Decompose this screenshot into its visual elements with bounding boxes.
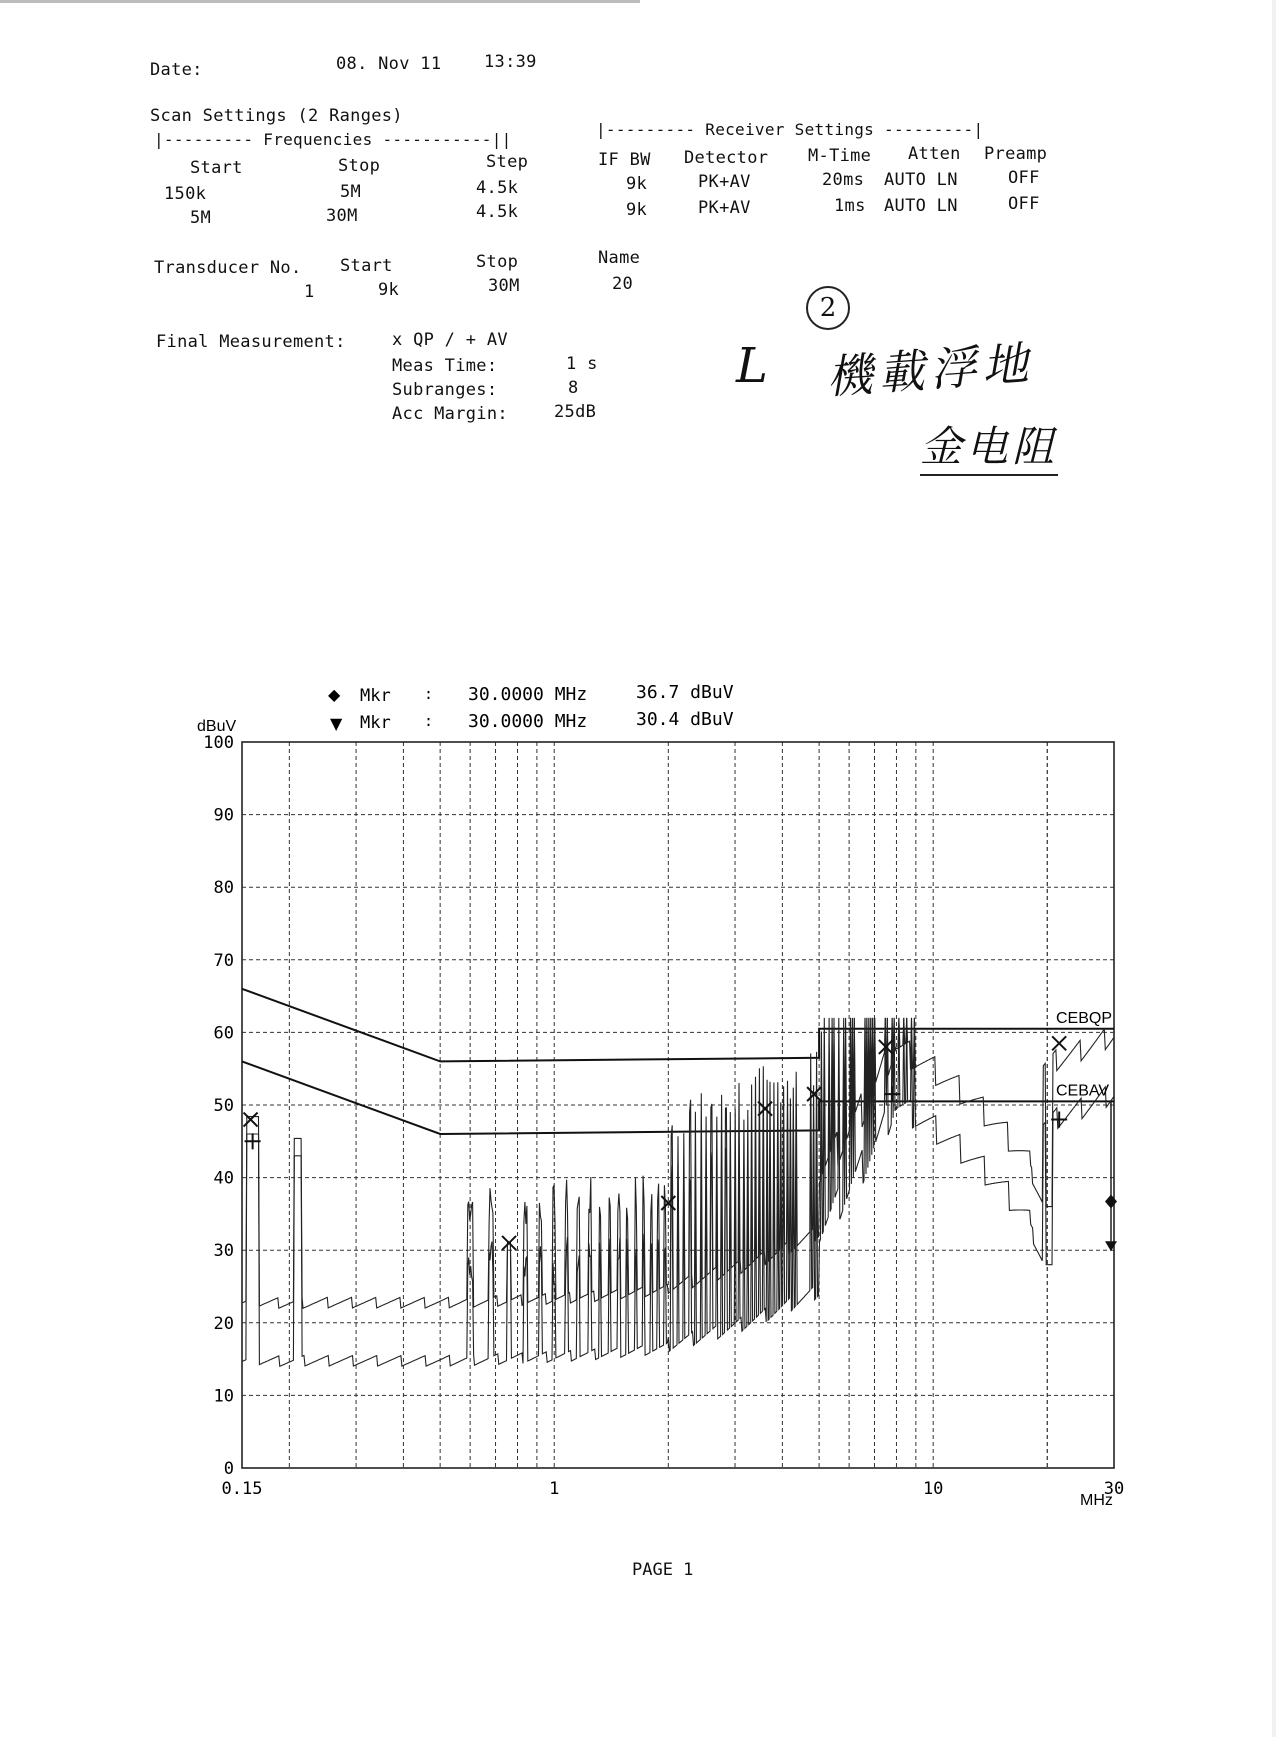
y-tick-label: 90 — [213, 805, 234, 826]
row1-start: 150k — [164, 184, 207, 204]
transducer-name-label: Name — [598, 248, 641, 268]
scan-settings-title: Scan Settings (2 Ranges) — [150, 106, 403, 126]
row2-preamp: OFF — [1008, 194, 1040, 214]
handwritten-circled-number: 2 — [806, 286, 850, 330]
handwritten-line1: 機載浮地 — [824, 335, 1036, 405]
frequencies-header: |--------- Frequencies -----------|| — [154, 130, 512, 149]
col-detector: Detector — [684, 148, 769, 168]
x-tick-label: 10 — [922, 1479, 944, 1499]
transducer-start-label: Start — [340, 256, 393, 276]
qp-marker — [244, 1113, 258, 1127]
qp-marker — [1052, 1036, 1066, 1050]
col-if-bw: IF BW — [598, 150, 651, 170]
date-value: 08. Nov 11 — [336, 54, 442, 74]
col-m-time: M-Time — [808, 146, 872, 166]
time-value: 13:39 — [484, 52, 537, 72]
subranges-label: Subranges: — [392, 380, 498, 400]
transducer-stop-value: 30M — [488, 276, 520, 296]
row1-detector: PK+AV — [698, 172, 751, 192]
row1-if-bw: 9k — [626, 174, 648, 194]
x-tick-label: 1 — [549, 1479, 560, 1499]
row1-preamp: OFF — [1008, 168, 1040, 188]
qp-marker — [502, 1236, 516, 1250]
marker1-separator: : — [424, 685, 434, 703]
col-atten: Atten — [908, 144, 961, 164]
row2-atten: AUTO LN — [884, 196, 958, 216]
acc-margin-value: 25dB — [554, 402, 597, 422]
row1-stop: 5M — [340, 182, 362, 202]
row2-m-time: 1ms — [834, 196, 866, 216]
y-tick-label: 20 — [213, 1313, 234, 1334]
marker2-level: 30.4 dBuV — [636, 709, 734, 730]
transducer-label: Transducer No. — [154, 258, 302, 278]
marker2-label: Mkr — [360, 713, 391, 733]
marker2-frequency: 30.0000 MHz — [468, 711, 588, 732]
marker-readout — [328, 682, 734, 733]
y-tick-label: 100 — [203, 733, 234, 753]
acc-margin-label: Acc Margin: — [392, 404, 508, 424]
transducer-stop-label: Stop — [476, 252, 519, 272]
y-tick-label: 40 — [213, 1168, 234, 1189]
handwritten-line2: 金电阻 — [920, 414, 1058, 476]
transducer-name-value: 20 — [612, 274, 634, 294]
marker2-separator: : — [424, 712, 434, 730]
x-tick-label: 0.15 — [221, 1479, 263, 1499]
transducer-start-value: 9k — [378, 280, 400, 300]
row2-start: 5M — [190, 208, 212, 228]
chart-labels — [197, 718, 1124, 1509]
y-tick-label: 0 — [223, 1459, 234, 1479]
receiver-settings-header: |--------- Receiver Settings ---------| — [596, 120, 984, 139]
limit-line-cebqp — [242, 989, 1114, 1062]
y-tick-label: 50 — [213, 1096, 234, 1116]
final-measurement-label: Final Measurement: — [156, 332, 346, 352]
limit-line-label-qp: CEBQP — [1056, 1009, 1113, 1027]
subranges-value: 8 — [568, 378, 579, 398]
row1-atten: AUTO LN — [884, 170, 958, 190]
y-tick-label: 60 — [213, 1023, 234, 1044]
transducer-no-value: 1 — [304, 282, 315, 302]
handwritten-letter: L — [736, 338, 768, 394]
final-measurement-value: x QP / + AV — [392, 330, 508, 350]
row2-step: 4.5k — [476, 202, 519, 222]
row2-stop: 30M — [326, 206, 358, 226]
marker1-frequency: 30.0000 MHz — [468, 684, 588, 705]
y-tick-label: 30 — [213, 1241, 234, 1262]
col-preamp: Preamp — [984, 144, 1048, 164]
x-axis-unit-label: MHz — [1080, 1492, 1113, 1509]
average-trace — [242, 1018, 1114, 1366]
limit-line-label-av: CEBAV — [1056, 1082, 1110, 1100]
y-tick-label: 70 — [213, 950, 234, 971]
col-step: Step — [486, 152, 529, 172]
row1-m-time: 20ms — [822, 170, 865, 190]
marker1-level: 36.7 dBuV — [636, 682, 734, 703]
date-label: Date: — [150, 60, 203, 80]
col-start: Start — [190, 158, 243, 178]
y-tick-label: 80 — [213, 878, 234, 899]
row2-if-bw: 9k — [626, 200, 648, 220]
page-footer: PAGE 1 — [632, 1560, 694, 1580]
marker1-label: Mkr — [360, 686, 391, 706]
x-tick-label: 30 — [1103, 1479, 1125, 1499]
row2-detector: PK+AV — [698, 198, 751, 218]
y-axis-label: dBuV — [197, 718, 237, 735]
marker1-symbol: ◆ — [328, 685, 341, 704]
y-tick-label: 10 — [213, 1386, 234, 1407]
av-marker — [1051, 1112, 1067, 1128]
col-stop: Stop — [338, 156, 381, 176]
meas-time-label: Meas Time: — [392, 356, 498, 376]
row1-step: 4.5k — [476, 178, 519, 198]
marker2-symbol: ▼ — [330, 714, 343, 733]
meas-time-value: 1 s — [566, 354, 598, 374]
